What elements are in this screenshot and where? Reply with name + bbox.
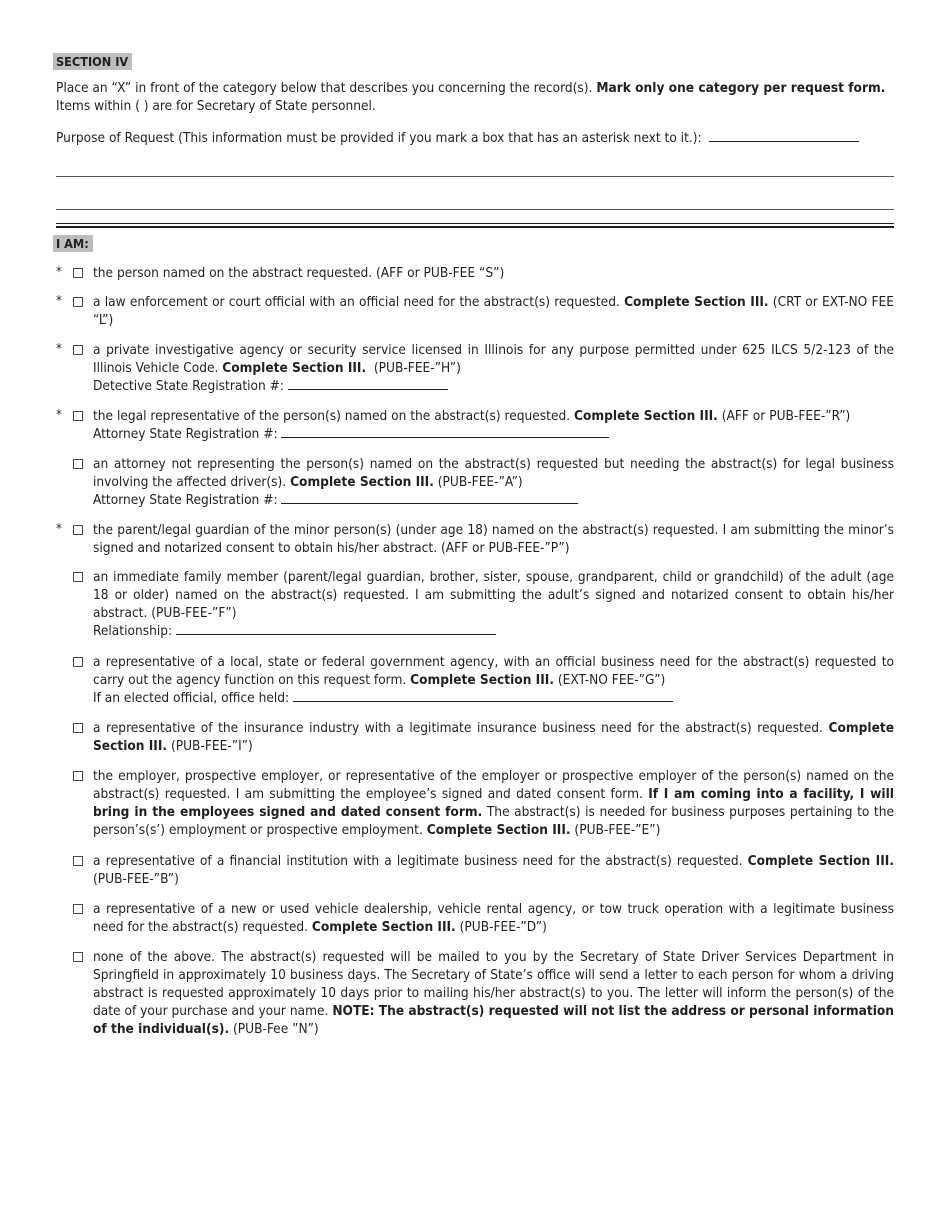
item-text [93,521,894,557]
item-text-part: a representative of a financial institution with a legitimate business need for the abstract(s) requested. [93,853,743,869]
item-text [93,568,894,640]
separator-rule-thick [56,226,894,228]
item-code: (PUB-Fee ”N”) [232,1021,319,1037]
item-text-part: a representative of the insurance industry with a legitimate insurance business need for the abstract(s) requested. [93,720,823,736]
category-checkbox[interactable] [73,268,83,278]
list-item [56,455,894,509]
category-checkbox[interactable] [73,771,83,781]
category-checkbox[interactable] [73,525,83,535]
item-text [93,407,894,443]
item-code: (PUB-FEE-”A”) [437,474,523,490]
section-header: SECTION IV [53,53,132,70]
intro-text: Place an “X” in front of the category below that describes you concerning the record(s). [56,80,593,96]
item-text-part: the legal representative of the person(s) named on the abstract(s) requested. [93,408,571,424]
item-code: (PUB-FEE-”B”) [93,871,179,887]
item-text-part: the person named on the abstract requested. (AFF or PUB-FEE “S”) [93,265,505,281]
detective-registration-input[interactable] [288,377,448,390]
item-bold-part: Complete Section III. [624,294,769,310]
item-text-part: an immediate family member (parent/legal guardian, brother, sister, spouse, grandparent, child or grandchild) of the adult (age 18 or older) named on the abstract(s) requested. I am submitting the adult’s signed and notarized consent to obtain his/her abstract. (PUB-FEE-”F”) [93,569,894,621]
item-code: (AFF or PUB-FEE-”R”) [721,408,851,424]
list-item [56,341,894,395]
field-label: Attorney State Registration #: [93,426,278,442]
item-text [93,264,894,282]
item-text-part: a private investigative agency or security service licensed in Illinois for any purpose permitted under 625 ILCS 5/2-123 of the Illinois Vehicle Code. [93,342,894,376]
item-code: (EXT-NO FEE-”G”) [557,672,666,688]
item-text-part: an attorney not representing the person(s) named on the abstract(s) requested but needing the abstract(s) for legal business involving the affected driver(s). [93,456,894,490]
item-field-row [93,425,894,443]
category-checkbox[interactable] [73,297,83,307]
list-item [56,852,894,888]
item-code: (CRT or EXT-NO FEE “L”) [93,294,895,328]
attorney-registration-input[interactable] [281,425,609,438]
item-bold-part: Complete Section III. [426,822,571,838]
item-field-row [93,491,894,509]
item-text-part: a representative of a local, state or federal government agency, with an official business need for the abstract(s) requested to carry out the agency function on this request form. [93,654,894,688]
relationship-input[interactable] [176,622,496,635]
category-checkbox[interactable] [73,572,83,582]
list-item [56,264,894,282]
intro-paragraph [56,79,894,115]
item-text-part: a law enforcement or court official with an official need for the abstract(s) requested. [93,294,620,310]
item-text [93,767,894,839]
list-item [56,767,894,839]
item-text [93,948,894,1038]
item-text-part: a representative of a new or used vehicle dealership, vehicle rental agency, or tow truck operation with a legitimate business need for the abstract(s) requested. [93,901,894,935]
list-item [56,653,894,707]
field-label: Relationship: [93,623,173,639]
intro-bold-text: Mark only one category per request form. [596,80,886,96]
list-item [56,293,894,329]
item-text-part: the employer, prospective employer, or representative of the employer or prospective employer of the person(s) named on the abstract(s) requested. I am submitting the employee’s signed and dated consent form. [93,768,894,802]
item-bold-part: Complete Section III. [747,853,894,869]
item-bold-part: Complete Section III. [290,474,434,490]
category-checkbox[interactable] [73,723,83,733]
asterisk-mark: * [56,294,62,309]
intro-personnel-note: Items within ( ) are for Secretary of State personnel. [56,98,376,114]
list-item [56,719,894,755]
list-item [56,900,894,936]
item-text-part: none of the above. The abstract(s) requested will be mailed to you by the Secretary of State Driver Services Department in Springfield in approximately 10 business days. The Secretary of State’s office will send a letter to each person for whom a driving abstract is requested approximately 10 days prior to mailing his/her abstract(s) to you. The letter will inform the person(s) of the date of your purchase and your name. [93,949,894,1019]
category-checkbox[interactable] [73,657,83,667]
asterisk-mark: * [56,342,62,357]
field-label: Attorney State Registration #: [93,492,278,508]
item-text [93,293,894,329]
item-field-row [93,622,894,640]
item-bold-part: Complete Section III. [574,408,718,424]
item-code: (PUB-FEE-”E”) [574,822,661,838]
item-text [93,719,894,755]
purpose-label: Purpose of Request (This information must be provided if you mark a box that has an asterisk next to it.): [56,130,702,146]
item-field-row [93,689,894,707]
item-text [93,455,894,509]
item-bold-part: NOTE: The abstract(s) requested will not list the address or personal information of the individual(s). [93,1003,895,1037]
field-label: If an elected official, office held: [93,690,290,706]
list-item [56,948,894,1038]
separator-rule-thin [56,223,894,224]
list-item [56,521,894,557]
item-bold-part: Complete Section III. [410,672,554,688]
item-code: (PUB-FEE-”H”) [373,360,461,376]
asterisk-mark: * [56,408,62,423]
list-item [56,407,894,443]
item-bold-part: Complete Section III. [222,360,367,376]
category-checkbox[interactable] [73,904,83,914]
item-bold-part: Complete Section III. [93,720,895,754]
office-held-input[interactable] [293,689,673,702]
item-text [93,900,894,936]
asterisk-mark: * [56,522,62,537]
purpose-row [56,129,894,147]
item-code: (PUB-FEE-”I”) [170,738,253,754]
i-am-header: I AM: [53,235,93,252]
purpose-input-line[interactable] [709,129,859,142]
asterisk-mark: * [56,265,62,280]
category-checkbox[interactable] [73,459,83,469]
item-text-part: the parent/legal guardian of the minor person(s) (under age 18) named on the abstract(s) requested. I am submitting the minor’s signed and notarized consent to obtain his/her abstract. (AFF or PUB-FEE-”P”) [93,522,894,556]
item-text [93,653,894,707]
field-label: Detective State Registration #: [93,378,285,394]
item-field-row [93,377,894,395]
item-bold-part: If I am coming into a facility, I will bring in the employees signed and dated consent form. [93,786,894,820]
category-checkbox[interactable] [73,856,83,866]
purpose-line-3[interactable] [56,209,894,210]
list-item [56,568,894,640]
item-text [93,852,894,888]
category-checkbox[interactable] [73,411,83,421]
purpose-line-2[interactable] [56,176,894,177]
item-code: (PUB-FEE-”D”) [459,919,547,935]
item-text-part: The abstract(s) is needed for business purposes pertaining to the person’s(s’) employment or prospective employment. [93,804,894,838]
category-checkbox[interactable] [73,345,83,355]
attorney-registration-input[interactable] [281,491,578,504]
category-checkbox[interactable] [73,952,83,962]
item-bold-part: Complete Section III. [311,919,456,935]
item-text [93,341,894,395]
